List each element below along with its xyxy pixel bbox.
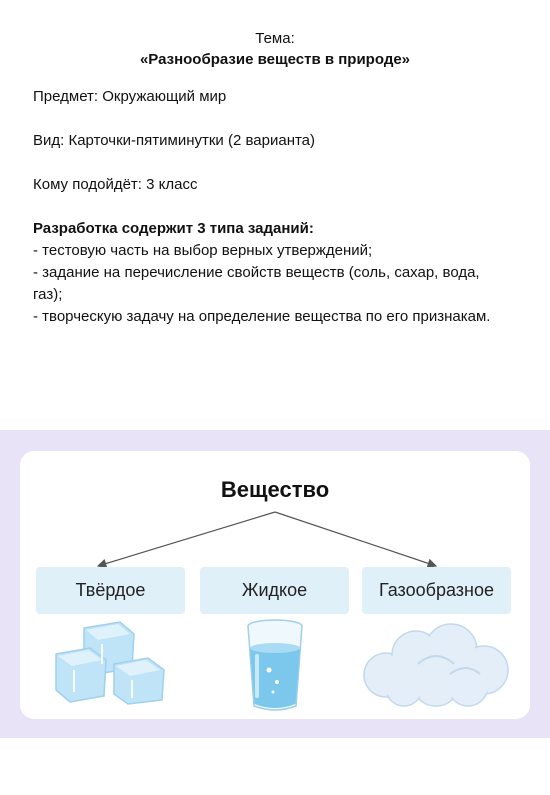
subject-line: Предмет: Окружающий мир xyxy=(33,88,227,105)
state-liquid-label: Жидкое xyxy=(241,580,308,600)
state-solid-label: Твёрдое xyxy=(75,580,146,600)
topic-label: Тема: xyxy=(255,30,295,47)
state-solid-box xyxy=(36,567,185,614)
audience-line: Кому подойдёт: 3 класс xyxy=(33,176,198,193)
ice-cubes-icon xyxy=(50,620,175,705)
state-liquid-box xyxy=(200,567,349,614)
development-heading: Разработка содержит 3 типа заданий: xyxy=(33,220,314,237)
state-gas-label: Газообразное xyxy=(379,580,494,600)
water-glass-icon xyxy=(245,618,305,714)
arrow-right xyxy=(275,512,436,566)
type-line: Вид: Карточки-пятиминутки (2 варианта) xyxy=(33,132,316,149)
state-gas-box xyxy=(362,567,511,614)
development-item-2: - задание на перечисление свойств веществ (соль, сахар, вода, газ); xyxy=(33,264,480,303)
development-item-1: - тестовую часть на выбор верных утверждений; xyxy=(33,242,373,259)
topic-title: «Разнообразие веществ в природе» xyxy=(139,51,411,68)
development-item-3: - творческую задачу на определение вещества по его признакам. xyxy=(33,308,491,325)
diagram-root-label: Вещество xyxy=(220,477,330,502)
cloud-icon xyxy=(356,620,516,710)
arrow-left xyxy=(98,512,275,566)
